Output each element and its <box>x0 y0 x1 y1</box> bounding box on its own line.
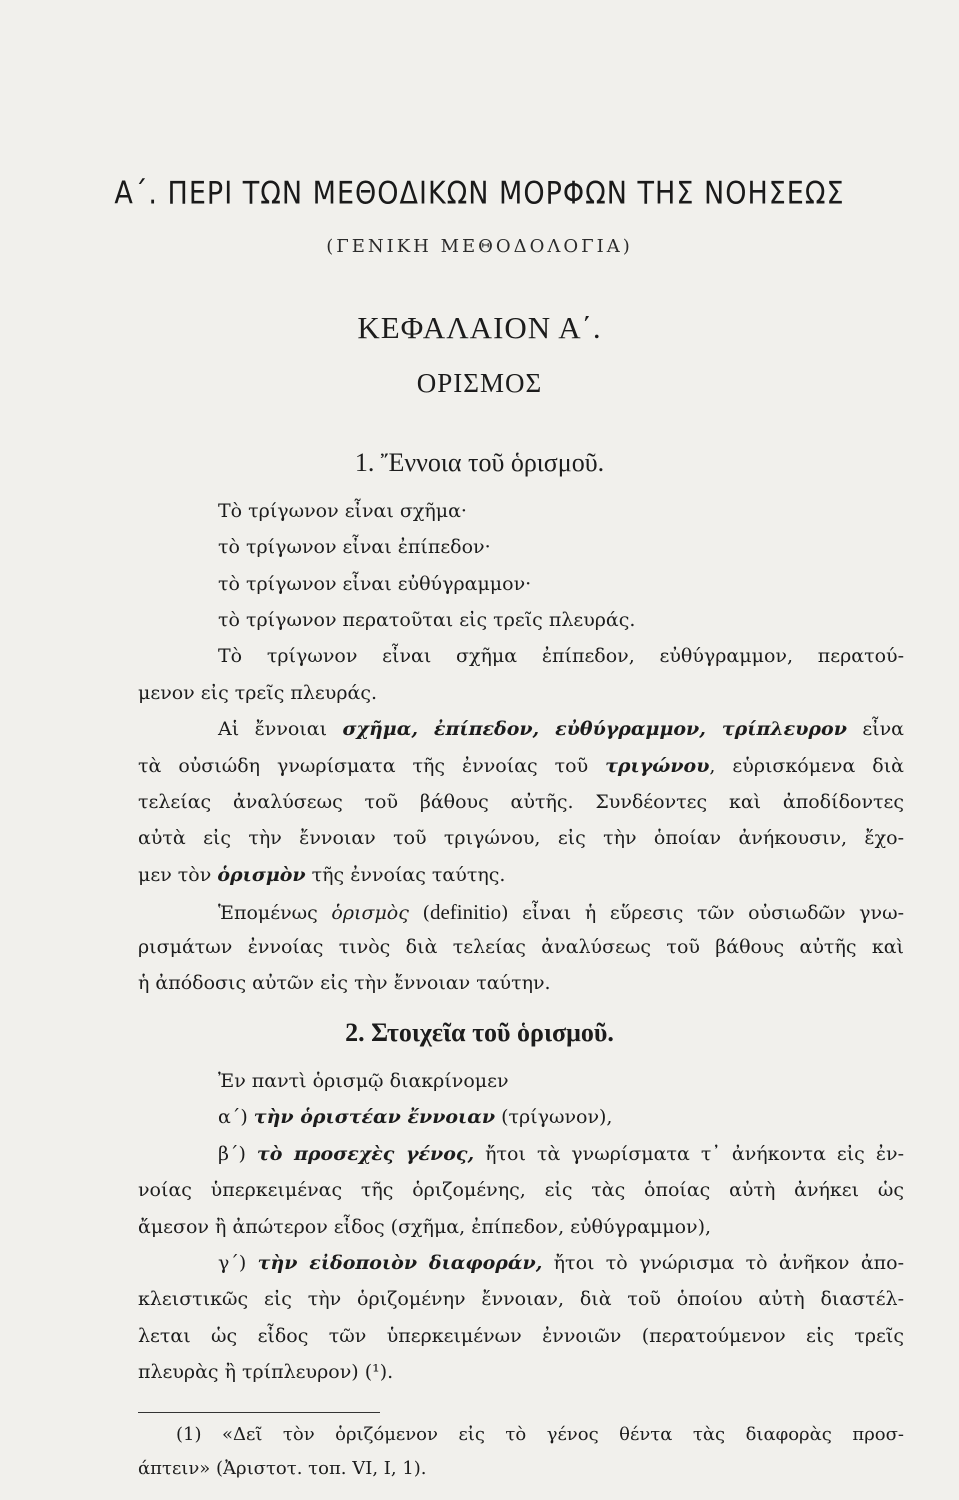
text-line: λεται ὡς εἶδος τῶν ὑπερκειμένων ἐννοιῶν (περατούμενον εἰς τρεῖς <box>138 1325 904 1347</box>
text-line <box>138 755 904 777</box>
section-1-heading: 1. Ἔννοια τοῦ ὁρισμοῦ. <box>354 448 605 477</box>
text-line: Τὸ τρίγωνον εἶναι σχῆμα· <box>218 500 467 522</box>
text-line: ρισμάτων ἐννοίας τινὸς διὰ τελείας ἀναλύσεως τοῦ βάθους αὐτῆς καὶ <box>138 936 904 958</box>
emphasized-term: σχῆμα, ἐπίπεδον, εὐθύγραμμον, τρίπλευρον <box>342 718 847 740</box>
text-line: ἄμεσον ἢ ἀπώτερον εἶδος (σχῆμα, ἐπίπεδον, εὐθύγραμμον), <box>138 1216 712 1238</box>
text-line: αὐτὰ εἰς τὴν ἔννοιαν τοῦ τριγώνου, εἰς τὴν ὁποίαν ἀνήκουσιν, ἔχο- <box>138 827 904 849</box>
emphasized-term: τριγώνου <box>605 755 710 777</box>
text-line: Τὸ τρίγωνον εἶναι σχῆμα ἐπίπεδον, εὐθύγραμμον, περατού- <box>218 645 904 667</box>
text-line <box>218 900 904 925</box>
list-item <box>218 1252 904 1274</box>
text-run: (τρίγωνον), <box>495 1106 613 1128</box>
text-run: τὰ οὐσιώδη γνωρίσματα τῆς ἐννοίας τοῦ <box>138 755 606 777</box>
text-line: τὸ τρίγωνον εἶναι ἐπίπεδον· <box>218 536 491 558</box>
emphasized-term: τὴν εἰδοποιὸν διαφοράν, <box>257 1252 543 1274</box>
part-subtitle: (ΓΕΝΙΚΗ ΜΕΘΟΔΟΛΟΓΙΑ) <box>326 236 633 257</box>
text-run: , εὑρισκόμενα διὰ <box>709 755 904 777</box>
text-line: τελείας ἀναλύσεως τοῦ βάθους αὐτῆς. Συνδέοντες καὶ ἀποδίδοντες <box>138 791 904 813</box>
footnote-line: (1) «Δεῖ τὸν ὁριζόμενον εἰς τὸ γένος θέντα τὰς διαφορὰς προσ- <box>176 1424 904 1445</box>
footnote-rule <box>138 1412 380 1413</box>
list-item <box>218 1143 904 1165</box>
text-line: τὸ τρίγωνον περατοῦται εἰς τρεῖς πλευράς. <box>218 609 636 631</box>
emphasized-term: τὴν ὁριστέαν ἔννοιαν <box>253 1106 496 1128</box>
text-run: Αἱ ἔννοιαι <box>218 718 343 740</box>
text-run: ἤτοι τὸ γνώρισμα τὸ ἀνῆκον ἀπο- <box>542 1252 904 1274</box>
list-marker: γ΄) <box>218 1252 258 1274</box>
text-run: ) εἶναι ἡ εὕρεσις τῶν οὐσιωδῶν γνω- <box>501 902 905 924</box>
chapter-subtitle: ΟΡΙΣΜΟΣ <box>416 368 543 398</box>
footnote-line: άπτειν» (Ἀριστοτ. τοπ. VI, I, 1). <box>138 1458 427 1479</box>
latin-term: definitio <box>429 900 502 924</box>
text-line: νοίας ὑπερκειμένας τῆς ὁριζομένης, εἰς τὰς ὁποίας αὐτὴ ἀνήκει ὡς <box>138 1179 904 1201</box>
text-run: Ἑπομένως <box>218 902 332 924</box>
text-run: ἤτοι τὰ γνωρίσματα τ᾽ ἀνήκοντα εἰς ἐν- <box>474 1143 904 1165</box>
emphasized-term: τὸ προσεχὲς γένος, <box>256 1143 475 1165</box>
text-line <box>218 718 904 740</box>
italic-term: ὁρισμὸς <box>331 902 409 924</box>
text-line: μενον εἰς τρεῖς πλευράς. <box>138 682 378 704</box>
chapter-title: ΚΕΦΑΛΑΙΟΝ Α΄. <box>357 310 602 345</box>
section-2-heading: 2. Στοιχεῖα τοῦ ὁρισμοῦ. <box>345 1018 614 1047</box>
emphasized-term: ὁρισμὸν <box>217 864 306 886</box>
text-run: εἶνα <box>846 718 904 740</box>
text-run: ( <box>408 902 430 924</box>
text-line: τὸ τρίγωνον εἶναι εὐθύγραμμον· <box>218 573 532 595</box>
text-line: ἡ ἀπόδοσις αὐτῶν εἰς τὴν ἔννοιαν ταύτην. <box>138 972 551 994</box>
text-run: τῆς ἐννοίας ταύτης. <box>305 864 506 886</box>
text-line: πλευρὰς ἢ τρίπλευρον) (¹). <box>138 1361 394 1383</box>
list-marker: β΄) <box>218 1143 257 1165</box>
text-line: Ἐν παντὶ ὁρισμῷ διακρίνομεν <box>218 1070 509 1092</box>
text-run: μεν τὸν <box>138 864 218 886</box>
text-line <box>138 864 505 886</box>
text-line: κλειστικῶς εἰς τὴν ὁριζομένην ἔννοιαν, διὰ τοῦ ὁποίου αὐτὴ διαστέλ- <box>138 1288 904 1310</box>
list-item <box>218 1106 612 1128</box>
list-marker: α΄) <box>218 1106 254 1128</box>
part-title: Α΄. ΠΕΡΙ ΤΩΝ ΜΕΘΟΔΙΚΩΝ ΜΟΡΦΩΝ ΤΗΣ ΝΟΗΣΕΩΣ <box>114 175 845 212</box>
